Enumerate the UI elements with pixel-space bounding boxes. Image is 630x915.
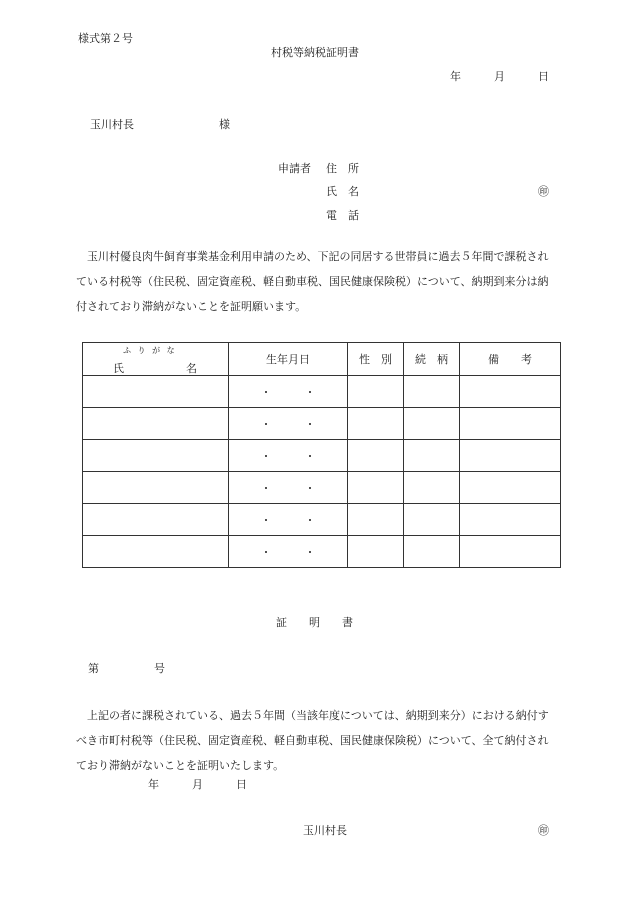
household-member-table [82,342,561,568]
remarks-header: 備 考 [460,343,561,376]
relation-header: 続 柄 [404,343,460,376]
table-row [83,376,561,408]
relation-cell[interactable] [404,440,460,472]
applicant-name-label: 氏 名 [326,185,359,198]
relation-cell[interactable] [404,408,460,440]
name-cell[interactable] [83,472,229,504]
remarks-cell[interactable] [460,440,561,472]
certificate-date: 年 月 日 [148,778,247,791]
sex-header: 性 別 [348,343,404,376]
issuer-name: 玉川村長 [303,824,347,837]
relation-cell[interactable] [404,504,460,536]
birth-date-cell[interactable]: ・ ・ [229,536,348,568]
birth-date-cell[interactable]: ・ ・ [229,408,348,440]
remarks-cell[interactable] [460,504,561,536]
sex-cell[interactable] [348,408,404,440]
applicant-phone-label: 電 話 [326,209,359,222]
sex-cell[interactable] [348,376,404,408]
birth-date-cell[interactable]: ・ ・ [229,472,348,504]
name-header-2: 名 [186,362,197,375]
sex-cell[interactable] [348,504,404,536]
sex-cell[interactable] [348,536,404,568]
name-cell[interactable] [83,504,229,536]
applicant-address-label: 住 所 [326,162,359,175]
table-row [83,472,561,504]
name-cell[interactable] [83,536,229,568]
furigana-header: ふ り が な [123,346,177,355]
document-title: 村税等納税証明書 [271,46,359,59]
remarks-cell[interactable] [460,408,561,440]
addressee: 玉川村長 [90,118,134,131]
name-header-1: 氏 [113,362,124,375]
applicant-seal: ㊞ [538,185,549,198]
birth-date-cell[interactable]: ・ ・ [229,440,348,472]
form-number: 様式第２号 [78,32,133,45]
remarks-cell[interactable] [460,472,561,504]
birth-date-cell[interactable]: ・ ・ [229,504,348,536]
name-header [83,343,229,376]
table-row [83,536,561,568]
name-cell[interactable] [83,376,229,408]
birth-date-cell[interactable]: ・ ・ [229,376,348,408]
relation-cell[interactable] [404,472,460,504]
request-paragraph: 玉川村優良肉牛飼育事業基金利用申請のため、下記の同居する世帯員に過去５年間で課税されている村税等（住民税、固定資産税、軽自動車税、国民健康保険税）について、納期到来分は納付されており滞納がないことを証明願います。 [76,250,549,313]
name-cell[interactable] [83,408,229,440]
table-row [83,408,561,440]
certificate-paragraph: 上記の者に課税されている、過去５年間（当該年度については、納期到来分）における納付すべき市町村税等（住民税、固定資産税、軽自動車税、国民健康保険税）について、全て納付されており滞納がないことを証明いたします。 [76,709,549,772]
relation-cell[interactable] [404,376,460,408]
name-cell[interactable] [83,440,229,472]
sex-cell[interactable] [348,472,404,504]
remarks-cell[interactable] [460,376,561,408]
relation-cell[interactable] [404,536,460,568]
remarks-cell[interactable] [460,536,561,568]
table-row [83,440,561,472]
issuer-seal: ㊞ [538,824,549,837]
addressee-suffix: 様 [219,118,230,131]
certificate-number: 第 号 [88,662,165,675]
sex-cell[interactable] [348,440,404,472]
applicant-label: 申請者 [278,162,311,175]
request-date: 年 月 日 [450,70,549,83]
table-row [83,504,561,536]
birth-date-header: 生年月日 [229,343,348,376]
certificate-title: 証 明 書 [276,616,353,629]
